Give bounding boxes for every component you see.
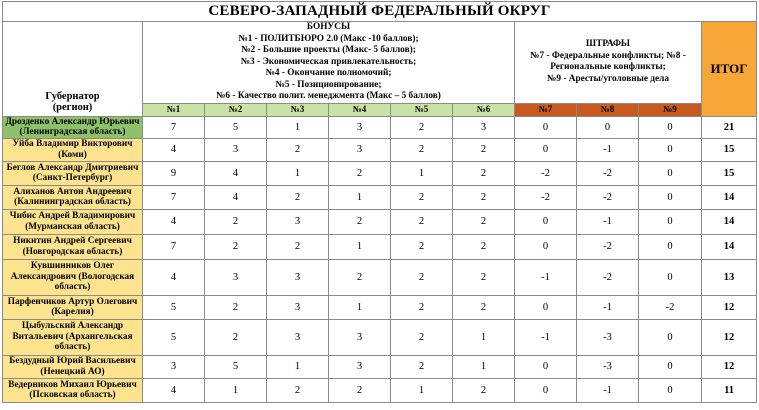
bonus-score-cell: 2	[453, 234, 515, 259]
bonus-score-cell: 3	[267, 295, 329, 319]
governor-column-header	[3, 22, 143, 117]
bonus-score-cell: 2	[329, 209, 391, 234]
fine-score-cell: 0	[577, 116, 639, 138]
total-score-cell: 12	[702, 319, 757, 355]
governor-name-line: область)	[54, 342, 91, 353]
governor-name-line: Александрович (Вологодская	[10, 271, 135, 282]
fine-score-cell: -2	[639, 295, 702, 319]
governor-name-line: Уйба Владимир Викторович	[12, 139, 133, 149]
bonus-score-cell: 4	[143, 209, 205, 234]
bonus-score-cell: 2	[205, 234, 267, 259]
total-score-cell: 14	[702, 185, 757, 209]
bonus-header	[143, 22, 515, 104]
bonus-score-cell: 3	[329, 116, 391, 138]
governor-name-line: область)	[54, 282, 91, 293]
governor-name-line: (Коми)	[58, 149, 87, 160]
table-row	[3, 234, 757, 259]
bonus-score-cell: 1	[391, 378, 453, 402]
table-row	[3, 161, 757, 185]
bonus-score-cell: 2	[453, 259, 515, 295]
governor-name-line: Парфенчиков Артур Олегович	[7, 296, 138, 307]
governor-cell	[3, 234, 143, 259]
governor-cell	[3, 209, 143, 234]
total-score-cell: 15	[702, 161, 757, 185]
bonus-header-title: БОНУСЫ	[306, 22, 351, 32]
bonus-score-cell: 1	[205, 378, 267, 402]
bonus-score-cell: 9	[143, 161, 205, 185]
bonus-score-cell: 2	[453, 138, 515, 161]
bonus-score-cell: 2	[391, 319, 453, 355]
fine-score-cell: 0	[515, 138, 577, 161]
governor-cell	[3, 185, 143, 209]
bonus-header-line: №3 - Экономическая привлекательность;	[240, 56, 417, 67]
governor-name-line: (Карелия)	[51, 307, 94, 317]
fine-score-cell: -1	[577, 295, 639, 319]
bonus-score-cell: 3	[267, 319, 329, 355]
governor-name-line: Ведерников Михаил Юрьевич	[8, 379, 137, 390]
bonus-column-number: №2	[205, 103, 267, 116]
fine-score-cell: 0	[639, 259, 702, 295]
bonus-score-cell: 3	[329, 138, 391, 161]
bonus-score-cell: 4	[143, 259, 205, 295]
bonus-score-cell: 3	[267, 209, 329, 234]
fine-score-cell: 0	[639, 209, 702, 234]
total-score-cell: 11	[702, 378, 757, 402]
fine-header-line: №9 - Аресты/уголовные дела	[547, 73, 669, 84]
bonus-score-cell: 2	[205, 295, 267, 319]
fine-score-cell: 0	[515, 234, 577, 259]
fine-score-cell: -2	[515, 185, 577, 209]
bonus-header-line: №6 - Качество полит. менеджмента (Макс – 5 баллов)	[216, 91, 441, 101]
bonus-score-cell: 2	[267, 234, 329, 259]
governor-name-line: (Мурманская область)	[25, 221, 120, 232]
fine-score-cell: 0	[515, 209, 577, 234]
bonus-score-cell: 5	[143, 295, 205, 319]
governor-cell	[3, 378, 143, 402]
governor-name-line: Чибис Андрей Владимирович	[9, 211, 136, 221]
fine-score-cell: 0	[515, 355, 577, 378]
governor-name-line: (Ленинградская область)	[19, 127, 126, 137]
bonus-score-cell: 2	[391, 234, 453, 259]
governor-rating-table	[2, 1, 757, 403]
bonus-score-cell: 7	[143, 185, 205, 209]
fine-score-cell: 0	[639, 234, 702, 259]
total-score-cell: 14	[702, 234, 757, 259]
table-row	[3, 355, 757, 378]
bonus-header-line: №5 - Позиционирование;	[275, 79, 382, 90]
bonus-column-number: №4	[329, 103, 391, 116]
fine-score-cell: -2	[577, 234, 639, 259]
governor-name-line: Кувшинников Олег	[30, 261, 115, 272]
fine-score-cell: 0	[639, 378, 702, 402]
governor-name-line: (Санкт-Петербург)	[32, 173, 113, 183]
total-score-cell: 14	[702, 209, 757, 234]
region-header-line: (регион)	[52, 102, 93, 113]
bonus-score-cell: 1	[329, 234, 391, 259]
bonus-score-cell: 4	[205, 185, 267, 209]
fine-column-number: №9	[639, 103, 702, 116]
total-header: ИТОГ	[702, 22, 757, 117]
bonus-score-cell: 1	[453, 355, 515, 378]
bonus-score-cell: 2	[205, 209, 267, 234]
governor-cell	[3, 295, 143, 319]
governor-cell	[3, 161, 143, 185]
bonus-score-cell: 3	[205, 259, 267, 295]
bonus-score-cell: 2	[391, 355, 453, 378]
governor-name-line: Бездудный Юрий Васильевич	[9, 356, 136, 366]
governor-header-line: Губернатор	[45, 90, 100, 102]
bonus-score-cell: 2	[267, 378, 329, 402]
table-row	[3, 259, 757, 295]
table-row	[3, 378, 757, 402]
governor-name-line: (Калининградская область)	[14, 197, 131, 207]
fine-header	[515, 22, 702, 104]
governor-name-line: Витальевич (Архангельская	[12, 331, 133, 342]
fine-score-cell: -2	[577, 161, 639, 185]
bonus-score-cell: 2	[205, 319, 267, 355]
total-score-cell: 13	[702, 259, 757, 295]
fine-score-cell: -3	[577, 319, 639, 355]
bonus-score-cell: 1	[391, 161, 453, 185]
fine-score-cell: -1	[515, 319, 577, 355]
bonus-score-cell: 2	[267, 138, 329, 161]
table-row	[3, 185, 757, 209]
bonus-score-cell: 2	[267, 185, 329, 209]
governor-cell	[3, 138, 143, 161]
fine-score-cell: 0	[515, 378, 577, 402]
fine-score-cell: 0	[639, 138, 702, 161]
bonus-column-number: №3	[267, 103, 329, 116]
fine-header-title: ШТРАФЫ	[585, 39, 631, 50]
bonus-score-cell: 3	[205, 138, 267, 161]
governor-name-line: (Ненецкий АО)	[40, 366, 105, 377]
governor-cell	[3, 259, 143, 295]
bonus-score-cell: 2	[391, 295, 453, 319]
bonus-score-cell: 2	[391, 138, 453, 161]
bonus-score-cell: 2	[329, 259, 391, 295]
bonus-score-cell: 5	[205, 355, 267, 378]
bonus-score-cell: 3	[329, 319, 391, 355]
table-row	[3, 319, 757, 355]
bonus-score-cell: 2	[453, 295, 515, 319]
bonus-score-cell: 1	[267, 355, 329, 378]
bonus-column-number: №1	[143, 103, 205, 116]
bonus-column-number: №5	[391, 103, 453, 116]
fine-score-cell: 0	[639, 116, 702, 138]
fine-column-number: №7	[515, 103, 577, 116]
bonus-score-cell: 2	[453, 209, 515, 234]
fine-score-cell: 0	[639, 319, 702, 355]
fine-score-cell: -1	[577, 209, 639, 234]
bonus-score-cell: 2	[329, 378, 391, 402]
bonus-score-cell: 3	[329, 355, 391, 378]
governor-name-line: Алиханов Антон Андреевич	[13, 186, 132, 197]
governor-name-line: Никитин Андрей Сергеевич	[13, 236, 132, 246]
bonus-score-cell: 2	[453, 161, 515, 185]
bonus-score-cell: 5	[143, 319, 205, 355]
governor-cell	[3, 116, 143, 138]
bonus-score-cell: 2	[391, 259, 453, 295]
fine-score-cell: 0	[515, 116, 577, 138]
fine-score-cell: -1	[577, 378, 639, 402]
fine-score-cell: -2	[577, 259, 639, 295]
bonus-score-cell: 1	[267, 161, 329, 185]
bonus-score-cell: 2	[391, 209, 453, 234]
governor-name-line: Цыбульский Александр	[21, 321, 124, 332]
fine-score-cell: -2	[515, 161, 577, 185]
fine-score-cell: 0	[639, 355, 702, 378]
bonus-score-cell: 2	[391, 116, 453, 138]
fine-header-line: Региональные конфликты;	[550, 62, 666, 73]
fine-score-cell: 0	[515, 295, 577, 319]
table-title: СЕВЕРО-ЗАПАДНЫЙ ФЕДЕРАЛЬНЫЙ ОКРУГ	[3, 2, 757, 22]
fine-score-cell: -1	[577, 138, 639, 161]
fine-header-line: №7 - Федеральные конфликты; №8 -	[530, 50, 686, 61]
total-score-cell: 21	[702, 116, 757, 138]
bonus-score-cell: 3	[143, 355, 205, 378]
bonus-score-cell: 5	[205, 116, 267, 138]
fine-score-cell: -3	[577, 355, 639, 378]
bonus-header-line: №1 - ПОЛИТБЮРО 2.0 (Макс -10 баллов);	[238, 33, 419, 44]
fine-score-cell: 0	[639, 161, 702, 185]
total-score-cell: 15	[702, 138, 757, 161]
table-row	[3, 138, 757, 161]
bonus-score-cell: 7	[143, 234, 205, 259]
bonus-header-line: №4 - Окончание полномочий;	[265, 68, 392, 78]
table-row	[3, 116, 757, 138]
bonus-score-cell: 1	[267, 116, 329, 138]
governor-name-line: (Новгородская область)	[22, 246, 123, 257]
table-row	[3, 209, 757, 234]
bonus-score-cell: 1	[453, 319, 515, 355]
fine-score-cell: 0	[639, 185, 702, 209]
governor-name-line: Дрозденко Александр Юрьевич	[5, 116, 140, 127]
table-row	[3, 295, 757, 319]
bonus-score-cell: 1	[329, 185, 391, 209]
total-score-cell: 12	[702, 355, 757, 378]
bonus-score-cell: 4	[143, 378, 205, 402]
governor-name-line: Беглов Александр Дмитриевич	[6, 162, 139, 173]
bonus-score-cell: 7	[143, 116, 205, 138]
bonus-score-cell: 3	[453, 116, 515, 138]
bonus-score-cell: 4	[205, 161, 267, 185]
bonus-score-cell: 2	[391, 185, 453, 209]
bonus-column-number: №6	[453, 103, 515, 116]
bonus-score-cell: 1	[329, 295, 391, 319]
governor-cell	[3, 355, 143, 378]
governor-cell	[3, 319, 143, 355]
governor-name-line: (Псковская область)	[29, 390, 116, 400]
fine-score-cell: -2	[577, 185, 639, 209]
bonus-score-cell: 3	[267, 259, 329, 295]
bonus-score-cell: 2	[453, 185, 515, 209]
bonus-score-cell: 2	[453, 378, 515, 402]
bonus-score-cell: 2	[329, 161, 391, 185]
fine-column-number: №8	[577, 103, 639, 116]
bonus-score-cell: 4	[143, 138, 205, 161]
total-score-cell: 12	[702, 295, 757, 319]
bonus-header-line: №2 - Большие проекты (Макс- 5 баллов);	[241, 45, 416, 55]
fine-score-cell: -1	[515, 259, 577, 295]
